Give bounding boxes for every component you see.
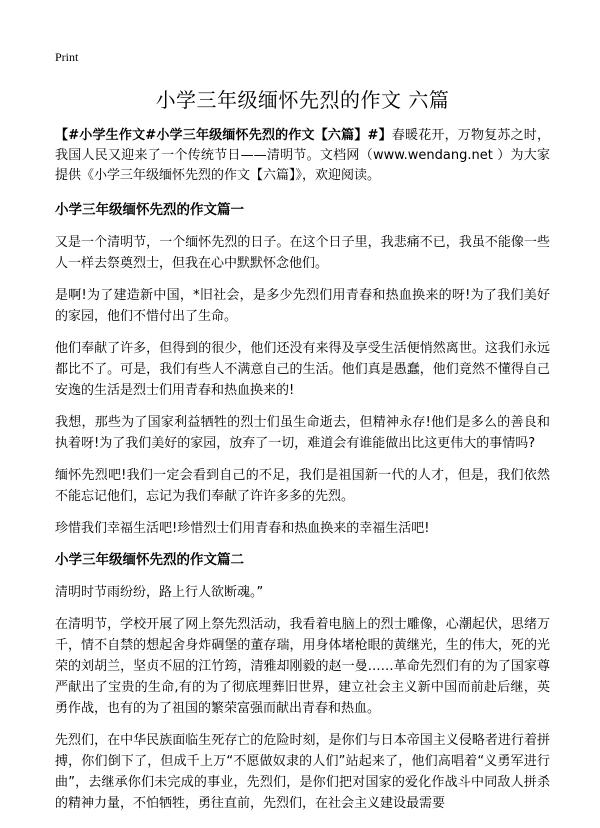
paragraph: 缅怀先烈吧!我们一定会看到自己的不足，我们是祖国新一代的人才，但是，我们依然不能忘记他们，忘记为我们奉献了许许多多的先烈。 [55, 468, 550, 504]
intro-text: 春暖花开，万物复苏之时，我国人民又迎来了一个传统节日——清明节。文档网（www.wendang.net ）为大家提供《小学三年级缅怀先烈的作文【六篇】》，欢迎阅读。 [55, 128, 550, 183]
paragraph: 先烈们，在中华民族面临生死存亡的危险时刻，是你们与日本帝国主义侵略者进行着拼搏，你们倒下了，但成千上万“不愿做奴隶的人们”站起来了，他们高唱着“义勇军进行曲”，去继承你们未完成的事业，先烈们，是你们把对国家的爱化作战斗中同敌人拼杀的精神力量，不怕牺牲，勇往直前，先烈们，在社会主义建设最需要 [55, 733, 550, 811]
essay-section-1 [55, 200, 550, 539]
section-heading: 小学三年级缅怀先烈的作文篇二 [55, 552, 244, 568]
paragraph: 清明时节雨纷纷，路上行人欲断魂。” [55, 585, 264, 600]
paragraph: 是啊!为了建造新中国，*旧社会，是多少先烈们用青春和热血换来的呀!为了我们美好的家园，他们不惜付出了生命。 [55, 288, 550, 324]
document-page [55, 46, 550, 825]
paragraph: 我想，那些为了国家利益牺牲的烈士们虽生命逝去，但精神永存!他们是多么的善良和执着呀!为了我们美好的家园，放弃了一切，难道会有谁能做出比这更伟大的事情吗? [55, 415, 550, 451]
paragraph: 在清明节，学校开展了网上祭先烈活动，我看着电脑上的烈士雕像，心潮起伏，思绪万千，情不自禁的想起舍身炸碉堡的董存瑞，用身体堵枪眼的黄继光，生的伟大，死的光荣的刘胡兰，坚贞不屈的江竹筠，清雅却刚毅的赵一曼……革命先烈们有的为了国家尊严献出了宝贵的生命,有的为了彻底埋葬旧世界，建立社会主义新中国而前赴后继，英勇作战，也有的为了祖国的繁荣富强而献出青春和热血。 [55, 617, 550, 716]
paragraph: 珍惜我们幸福生活吧!珍惜烈士们用青春和热血换来的幸福生活吧! [55, 521, 430, 536]
essay-section-2 [55, 550, 550, 814]
intro-tag: 【#小学生作文#小学三年级缅怀先烈的作文【六篇】#】 [55, 128, 392, 143]
document-title: 小学三年级缅怀先烈的作文 六篇 [155, 88, 450, 112]
section-heading: 小学三年级缅怀先烈的作文篇一 [55, 202, 244, 218]
paragraph: 又是一个清明节，一个缅怀先烈的日子。在这个日子里，我悲痛不已，我虽不能像一些人一样去祭奠烈士，但我在心中默默怀念他们。 [55, 235, 550, 271]
paragraph: 他们奉献了许多，但得到的很少，他们还没有来得及享受生活便悄然离世。这我们永远都比不了。可是，我们有些人不满意自己的生活。他们真是愚蠢，他们竟然不懂得自己安逸的生活是烈士们用青春和热血换来的! [55, 341, 550, 398]
print-link[interactable]: Print [55, 50, 79, 64]
intro-paragraph [55, 126, 550, 186]
